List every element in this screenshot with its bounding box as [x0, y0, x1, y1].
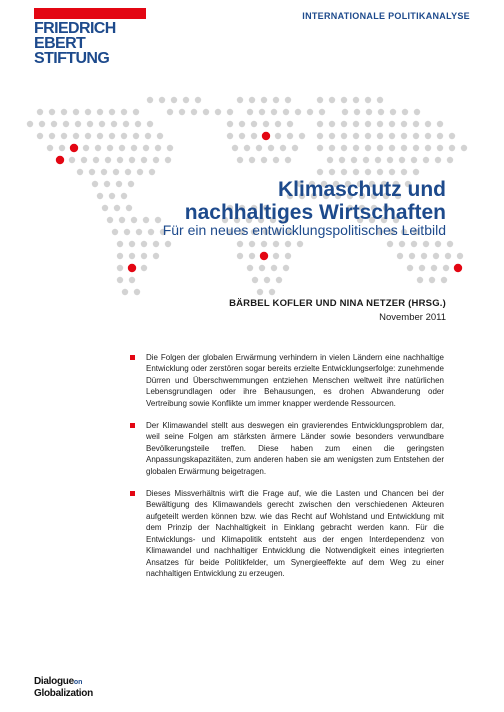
map-dot — [47, 145, 53, 151]
logo-line-1: FRIEDRICH — [34, 20, 116, 37]
map-dot — [167, 109, 173, 115]
map-dot — [261, 241, 267, 247]
map-dot — [351, 157, 357, 163]
map-dot — [431, 265, 437, 271]
map-dot — [117, 265, 123, 271]
map-dot — [354, 109, 360, 115]
map-dot — [237, 97, 243, 103]
map-dot — [273, 157, 279, 163]
map-dot — [149, 169, 155, 175]
map-dot — [402, 109, 408, 115]
map-dot — [341, 169, 347, 175]
map-dot — [153, 253, 159, 259]
map-dot — [121, 109, 127, 115]
map-dot — [275, 121, 281, 127]
map-dot — [119, 145, 125, 151]
map-dot — [353, 169, 359, 175]
map-dot — [411, 241, 417, 247]
map-dot — [99, 121, 105, 127]
map-dot-highlight — [56, 156, 64, 164]
map-dot — [125, 169, 131, 175]
map-dot-highlight — [128, 264, 136, 272]
map-dot — [117, 253, 123, 259]
map-dot — [102, 205, 108, 211]
map-dot — [447, 241, 453, 247]
map-dot — [157, 133, 163, 139]
map-dot — [285, 97, 291, 103]
map-dot — [401, 121, 407, 127]
map-dot — [261, 157, 267, 163]
map-dot — [433, 253, 439, 259]
map-dot — [365, 121, 371, 127]
map-dot — [377, 121, 383, 127]
logo-line-2: EBERT — [34, 35, 86, 52]
map-dot — [107, 145, 113, 151]
map-dot — [133, 109, 139, 115]
map-dot — [413, 169, 419, 175]
map-dot — [401, 145, 407, 151]
title-line-2: nachhaltiges Wirtschaften — [184, 201, 446, 224]
map-dot — [141, 241, 147, 247]
map-dot — [247, 109, 253, 115]
bullet-marker-icon — [130, 355, 135, 360]
map-dot — [251, 133, 257, 139]
map-dot — [366, 109, 372, 115]
map-dot — [129, 157, 135, 163]
map-dot — [227, 133, 233, 139]
map-dot — [153, 157, 159, 163]
map-dot — [283, 109, 289, 115]
map-dot — [97, 193, 103, 199]
map-dot — [159, 97, 165, 103]
map-dot — [378, 109, 384, 115]
map-dot — [73, 133, 79, 139]
map-dot — [69, 157, 75, 163]
map-dot — [425, 121, 431, 127]
map-dot — [273, 97, 279, 103]
map-dot — [93, 157, 99, 163]
map-dot — [390, 109, 396, 115]
map-dot — [389, 121, 395, 127]
map-dot — [135, 121, 141, 127]
footer-logo-word-2: on — [73, 679, 83, 686]
map-dot — [285, 157, 291, 163]
map-dot — [85, 109, 91, 115]
map-dot — [423, 241, 429, 247]
map-dot — [129, 277, 135, 283]
map-dot — [317, 121, 323, 127]
map-dot — [365, 169, 371, 175]
map-dot — [437, 121, 443, 127]
logo-red-bar — [34, 8, 146, 19]
map-dot — [239, 133, 245, 139]
map-dot — [401, 169, 407, 175]
map-dot — [399, 157, 405, 163]
map-dot — [421, 253, 427, 259]
map-dot — [269, 289, 275, 295]
map-dot — [387, 241, 393, 247]
map-dot — [215, 109, 221, 115]
map-dot — [413, 121, 419, 127]
logo-line-3: STIFTUNG — [34, 50, 110, 67]
map-dot — [341, 97, 347, 103]
map-dot — [375, 157, 381, 163]
map-dot — [327, 157, 333, 163]
map-dot — [137, 169, 143, 175]
map-dot — [203, 109, 209, 115]
map-dot — [109, 109, 115, 115]
map-dot — [251, 121, 257, 127]
map-dot — [271, 109, 277, 115]
map-dot — [122, 289, 128, 295]
authors: BÄRBEL KOFLER UND NINA NETZER (HRSG.) — [229, 298, 446, 309]
map-dot-highlight — [454, 264, 462, 272]
map-dot — [141, 253, 147, 259]
map-dot — [275, 133, 281, 139]
publication-date: November 2011 — [379, 312, 446, 323]
map-dot — [429, 277, 435, 283]
map-dot — [417, 277, 423, 283]
map-dot — [257, 289, 263, 295]
map-dot — [191, 109, 197, 115]
map-dot — [285, 241, 291, 247]
map-dot — [297, 241, 303, 247]
map-dot — [307, 109, 313, 115]
map-dot — [425, 145, 431, 151]
map-dot — [353, 97, 359, 103]
bullet-text: Die Folgen der globalen Erwärmung verhindern in vielen Ländern eine nachhaltige Entwicklung oder zerstören sogar bereits erzielte Entwicklungserfolge: zunehmende Dürren und Überschwemmungen entziehen Menschen weltweit ihre natürlichen Lebensgrundlagen oder ihre Behausungen, es drohen Abwanderung oder Vertreibung sowie Konflikte um immer knapper werdende Ressourcen. — [146, 353, 444, 408]
fes-logo — [34, 8, 146, 66]
map-dot — [134, 289, 140, 295]
map-dot — [399, 241, 405, 247]
map-dot — [365, 97, 371, 103]
map-dot — [287, 133, 293, 139]
map-dot — [276, 277, 282, 283]
map-dot — [353, 145, 359, 151]
map-dot — [447, 157, 453, 163]
map-dot — [237, 253, 243, 259]
series-label: INTERNATIONALE POLITIKANALYSE — [302, 11, 470, 21]
map-dot — [365, 133, 371, 139]
map-dot — [153, 241, 159, 247]
map-dot — [329, 133, 335, 139]
map-dot — [389, 145, 395, 151]
map-dot — [425, 133, 431, 139]
map-dot — [83, 145, 89, 151]
map-dot — [445, 253, 451, 259]
map-dot — [329, 169, 335, 175]
map-dot — [111, 121, 117, 127]
map-dot — [92, 181, 98, 187]
footer-logo-word-3: Globalization — [34, 688, 93, 699]
map-dot — [339, 157, 345, 163]
map-dot — [59, 145, 65, 151]
map-dot — [37, 109, 43, 115]
bullet-marker-icon — [130, 491, 135, 496]
map-dot — [109, 133, 115, 139]
dialogue-on-globalization-logo — [34, 674, 93, 699]
bullet-text: Dieses Missverhältnis wirft die Frage auf, wie die Lasten und Chancen bei der Bewältigung des Klimawandels gerecht zwischen den verschiedenen Akteuren aufgeteilt werden können bzw. wie das Recht auf Wohlstand und Entwicklung mit dem Prinzip der Nachhaltigkeit in Einklang gebracht werden kann. Für die Entwicklungs- und Klimapolitik entsteht aus der engen Interdependenz von Klimawandel und nachhaltiger Entwicklung die Notwendigkeit eines integrierten Ansatzes für beide Politikfelder, um Synergieeffekte auf dem Weg zu einer nachhaltigen Entwicklung zu erzeugen. — [146, 489, 444, 578]
map-dot — [273, 241, 279, 247]
map-dot — [109, 193, 115, 199]
map-dot — [435, 157, 441, 163]
map-dot — [319, 109, 325, 115]
map-dot — [435, 241, 441, 247]
map-dot — [317, 145, 323, 151]
map-dot — [167, 145, 173, 151]
bullet-item — [130, 420, 444, 477]
map-dot — [117, 277, 123, 283]
map-dot-highlight — [262, 132, 270, 140]
map-dot — [419, 265, 425, 271]
map-dot — [87, 121, 93, 127]
map-dot — [145, 133, 151, 139]
map-dot — [407, 265, 413, 271]
map-dot — [263, 121, 269, 127]
map-dot — [249, 97, 255, 103]
map-dot — [285, 253, 291, 259]
map-dot — [39, 121, 45, 127]
map-dot — [117, 241, 123, 247]
bullet-item — [130, 352, 444, 409]
map-dot — [129, 253, 135, 259]
map-dot — [414, 109, 420, 115]
map-dot — [75, 121, 81, 127]
map-dot — [397, 253, 403, 259]
map-dot — [377, 133, 383, 139]
map-dot — [256, 145, 262, 151]
map-dot — [259, 109, 265, 115]
map-dot — [121, 133, 127, 139]
map-dot — [292, 145, 298, 151]
map-dot — [341, 133, 347, 139]
map-dot — [179, 109, 185, 115]
map-dot — [117, 157, 123, 163]
map-dot — [389, 133, 395, 139]
map-dot — [97, 133, 103, 139]
map-dot — [365, 145, 371, 151]
map-dot — [377, 145, 383, 151]
summary-bullets — [130, 352, 444, 590]
map-dot — [317, 97, 323, 103]
map-dot — [61, 133, 67, 139]
map-dot — [165, 157, 171, 163]
map-dot — [116, 181, 122, 187]
map-dot — [423, 157, 429, 163]
map-dot — [81, 157, 87, 163]
map-dot — [131, 145, 137, 151]
map-dot — [97, 109, 103, 115]
map-dot — [123, 121, 129, 127]
map-dot — [249, 241, 255, 247]
map-dot — [63, 121, 69, 127]
map-dot — [363, 157, 369, 163]
map-dot — [227, 109, 233, 115]
map-dot — [377, 97, 383, 103]
map-dot — [85, 133, 91, 139]
footer-logo-word-1: Dialogue — [34, 676, 74, 687]
map-dot — [49, 109, 55, 115]
map-dot — [73, 109, 79, 115]
map-dot — [457, 253, 463, 259]
map-dot — [329, 121, 335, 127]
map-dot — [461, 145, 467, 151]
map-dot — [271, 265, 277, 271]
map-dot — [104, 181, 110, 187]
map-dot-highlight — [260, 252, 268, 260]
map-dot — [183, 97, 189, 103]
map-dot — [171, 97, 177, 103]
map-dot — [329, 145, 335, 151]
map-dot — [411, 157, 417, 163]
document-subtitle: Für ein neues entwicklungspolitisches Leitbild — [162, 222, 446, 238]
map-dot — [237, 157, 243, 163]
bullet-item — [130, 488, 444, 579]
map-dot — [239, 121, 245, 127]
map-dot — [244, 145, 250, 151]
map-dot — [252, 277, 258, 283]
map-dot — [259, 265, 265, 271]
map-dot — [273, 253, 279, 259]
map-dot — [353, 121, 359, 127]
map-dot — [387, 157, 393, 163]
map-dot — [232, 145, 238, 151]
map-dot-highlight — [70, 144, 78, 152]
map-dot — [147, 121, 153, 127]
map-dot — [141, 265, 147, 271]
map-dot — [437, 145, 443, 151]
map-dot — [268, 145, 274, 151]
map-dot — [51, 121, 57, 127]
map-dot — [261, 97, 267, 103]
map-dot — [317, 169, 323, 175]
map-dot — [329, 97, 335, 103]
map-dot — [280, 145, 286, 151]
map-dot — [143, 145, 149, 151]
map-dot — [437, 133, 443, 139]
map-dot — [101, 169, 107, 175]
map-dot — [283, 265, 289, 271]
map-dot — [317, 133, 323, 139]
map-dot — [61, 109, 67, 115]
map-dot — [133, 133, 139, 139]
title-line-1: Klimaschutz und — [277, 178, 446, 201]
map-dot — [449, 133, 455, 139]
map-dot — [195, 97, 201, 103]
map-dot — [377, 169, 383, 175]
map-dot — [409, 253, 415, 259]
map-dot — [287, 121, 293, 127]
map-dot — [341, 121, 347, 127]
map-dot — [237, 241, 243, 247]
map-dot — [413, 145, 419, 151]
map-dot — [342, 109, 348, 115]
map-dot — [341, 145, 347, 151]
map-dot — [37, 133, 43, 139]
map-dot — [247, 265, 253, 271]
bullet-marker-icon — [130, 423, 135, 428]
map-dot — [49, 133, 55, 139]
map-dot — [129, 241, 135, 247]
map-dot — [249, 253, 255, 259]
map-dot — [147, 97, 153, 103]
map-dot — [389, 169, 395, 175]
map-dot — [299, 133, 305, 139]
map-dot — [141, 157, 147, 163]
map-dot — [105, 157, 111, 163]
map-dot — [295, 109, 301, 115]
map-dot — [77, 169, 83, 175]
map-dot — [27, 121, 33, 127]
map-dot — [227, 121, 233, 127]
map-dot — [441, 277, 447, 283]
map-dot — [443, 265, 449, 271]
map-dot — [95, 145, 101, 151]
map-dot — [249, 157, 255, 163]
bullet-text: Der Klimawandel stellt aus deswegen ein gravierendes Entwicklungsproblem dar, weil seine Folgen am stärksten ärmere Länder sowie besonders verwundbare Bevölkerungsteile treffen. Diese haben zum einen die geringsten Anpassungskapazitäten, zum anderen haben sie am wenigsten zum Entstehen der globalen Erwärmung beigetragen. — [146, 421, 444, 476]
map-dot — [113, 169, 119, 175]
map-dot — [264, 277, 270, 283]
document-title — [126, 178, 446, 224]
map-dot — [353, 133, 359, 139]
map-dot — [413, 133, 419, 139]
map-dot — [89, 169, 95, 175]
map-dot — [155, 145, 161, 151]
map-dot — [165, 241, 171, 247]
map-dot — [449, 145, 455, 151]
map-dot — [114, 205, 120, 211]
map-dot — [401, 133, 407, 139]
